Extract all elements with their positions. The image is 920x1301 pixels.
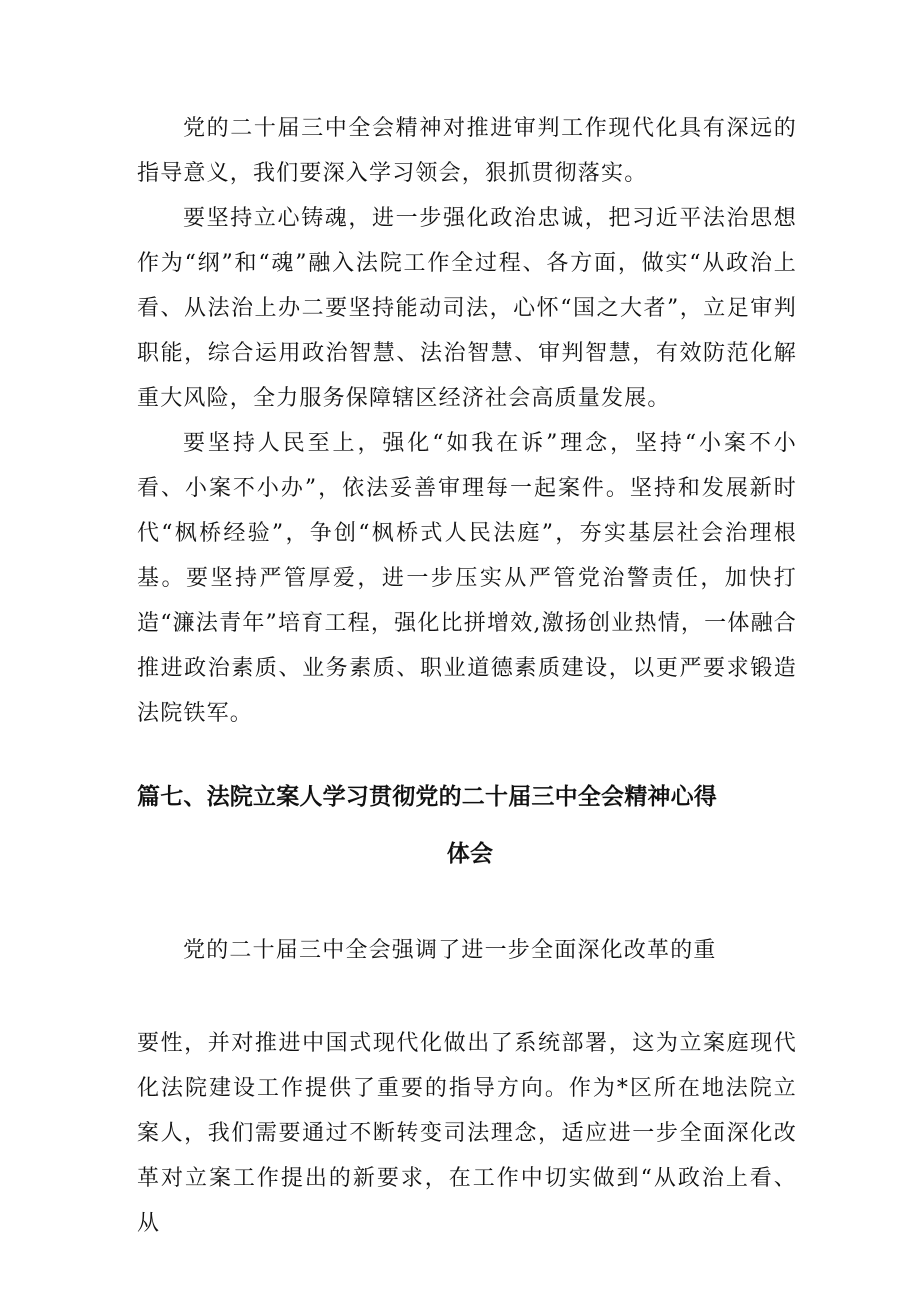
section-heading-line-2-text: 体会 [446,841,494,867]
paragraph-2: 要坚持立心铸魂，进一步强化政治忠诚，把习近平法治思想作为“纲”和“魂”融入法院工作全过程、各方面，做实“从政治上看、从法治上办二要坚持能动司法，心怀“国之大者”，立足审判职能，综合运用政治智慧、法治智慧、审判智慧，有效防范化解重大风险，全力服务保障辖区经济社会高质量发展。 [137,206,797,411]
intro-line: 党的二十届三中全会强调了进一步全面深化改革的重 [183,938,717,963]
continuation-paragraph: 要性，并对推进中国式现代化做出了系统部署，这为立案庭现代化法院建设工作提供了重要的指导方向。作为*区所在地法院立案人，我们需要通过不断转变司法理念，适应进一步全面深化改革对立案工作提出的新要求，在工作中切实做到“从政治上看、从 [137,1031,797,1236]
section-heading-line-1: 篇七、法院立案人学习贯彻党的二十届三中全会精神心得 [137,784,717,810]
paragraph-1: 党的二十届三中全会精神对推进审判工作现代化具有深远的指导意义，我们要深入学习领会，狠抓贯彻落实。 [137,116,797,186]
section-heading-line-2 [0,837,920,871]
paragraph-3: 要坚持人民至上，强化“如我在诉”理念，坚持“小案不小看、小案不小办”，依法妥善审理每一起案件。坚持和发展新时代“枫桥经验”，争创“枫桥式人民法庭”，夯实基层社会治理根基。要坚持严管厚爱，进一步压实从严管党治警责任，加快打造“濂法青年”培育工程，强化比拼增效,激扬创业热情，一体融合推进政治素质、业务素质、职业道德素质建设，以更严要求锻造法院铁军。 [137,431,797,726]
